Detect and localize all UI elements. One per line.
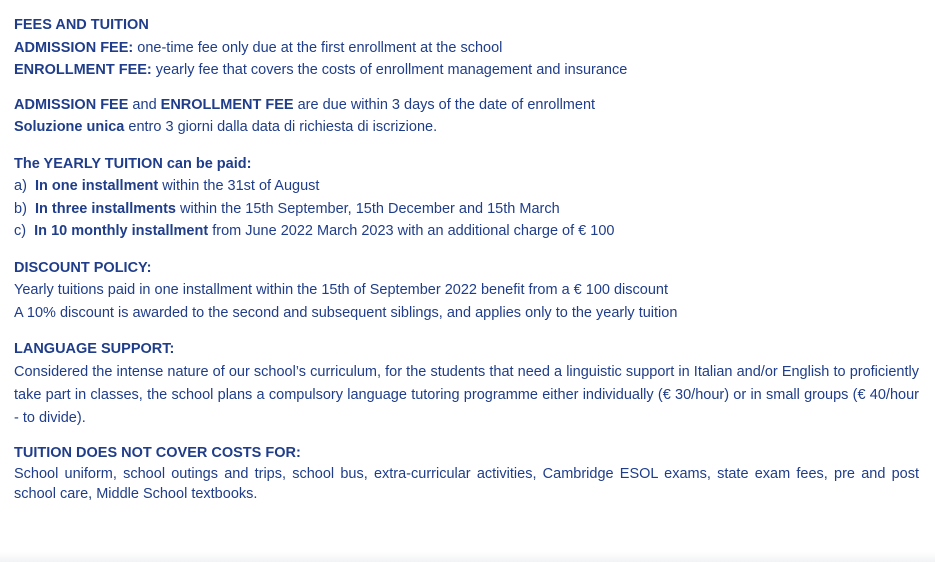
option-letter: b) bbox=[14, 200, 27, 217]
due-and: and bbox=[128, 96, 161, 113]
option-label: In 10 monthly installment bbox=[34, 223, 209, 239]
discount-heading: DISCOUNT POLICY: bbox=[14, 259, 152, 276]
option-text: from June 2022 March 2023 with an additional charge of € 100 bbox=[208, 223, 615, 239]
enrollment-fee-label: ENROLLMENT FEE: bbox=[14, 62, 152, 78]
italian-text: entro 3 giorni dalla data di richiesta di iscrizione. bbox=[124, 119, 438, 135]
discount-line-2: A 10% discount is awarded to the second and subsequent siblings, and applies only to the yearly tuition bbox=[14, 304, 678, 321]
italian-label: Soluzione unica bbox=[14, 119, 125, 135]
due-enrollment-label: ENROLLMENT FEE bbox=[160, 96, 294, 113]
italian-due-line bbox=[14, 116, 919, 139]
option-letter: c) bbox=[14, 223, 27, 239]
tuition-heading: The YEARLY TUITION can be paid: bbox=[14, 155, 252, 172]
tuition-option bbox=[14, 220, 919, 243]
not-covered-text: School uniform, school outings and trips, school bus, extra-curricular activities, Cambridge ESOL exams, state exam fees, pre and post school care, Middle School textbooks. bbox=[14, 466, 919, 502]
option-letter: a) bbox=[14, 178, 27, 194]
option-text: within the 31st of August bbox=[158, 178, 320, 194]
language-text: Considered the intense nature of our school’s curriculum, for the students that need a linguistic support in Italian and/or English to proficiently take part in classes, the school plans a compulsory language tutoring programme either individually (€ 30/hour) or in small groups (€ 40/hour - to divide). bbox=[14, 363, 919, 426]
page-bottom-edge bbox=[0, 552, 935, 562]
enrollment-fee-text: yearly fee that covers the costs of enrollment management and insurance bbox=[151, 62, 628, 78]
admission-fee-text: one-time fee only due at the first enrollment at the school bbox=[133, 39, 503, 56]
due-text: are due within 3 days of the date of enrollment bbox=[293, 96, 596, 113]
fees-document bbox=[14, 14, 919, 504]
tuition-option bbox=[14, 175, 919, 198]
due-admission-label: ADMISSION FEE bbox=[14, 96, 129, 113]
not-covered-heading: TUITION DOES NOT COVER COSTS FOR: bbox=[14, 444, 301, 461]
option-label: In three installments bbox=[34, 200, 176, 217]
enrollment-fee-line bbox=[14, 59, 919, 82]
language-heading: LANGUAGE SUPPORT: bbox=[14, 341, 175, 357]
fees-heading: FEES AND TUITION bbox=[14, 17, 149, 33]
discount-line-1: Yearly tuitions paid in one installment within the 15th of September 2022 benefit from a € 100 discount bbox=[14, 282, 668, 298]
tuition-option bbox=[14, 198, 919, 221]
admission-fee-line bbox=[14, 37, 919, 60]
option-text: within the 15th September, 15th December and 15th March bbox=[175, 200, 560, 217]
admission-fee-label: ADMISSION FEE: bbox=[14, 39, 134, 56]
option-label: In one installment bbox=[34, 178, 159, 194]
fees-due-line bbox=[14, 94, 919, 117]
